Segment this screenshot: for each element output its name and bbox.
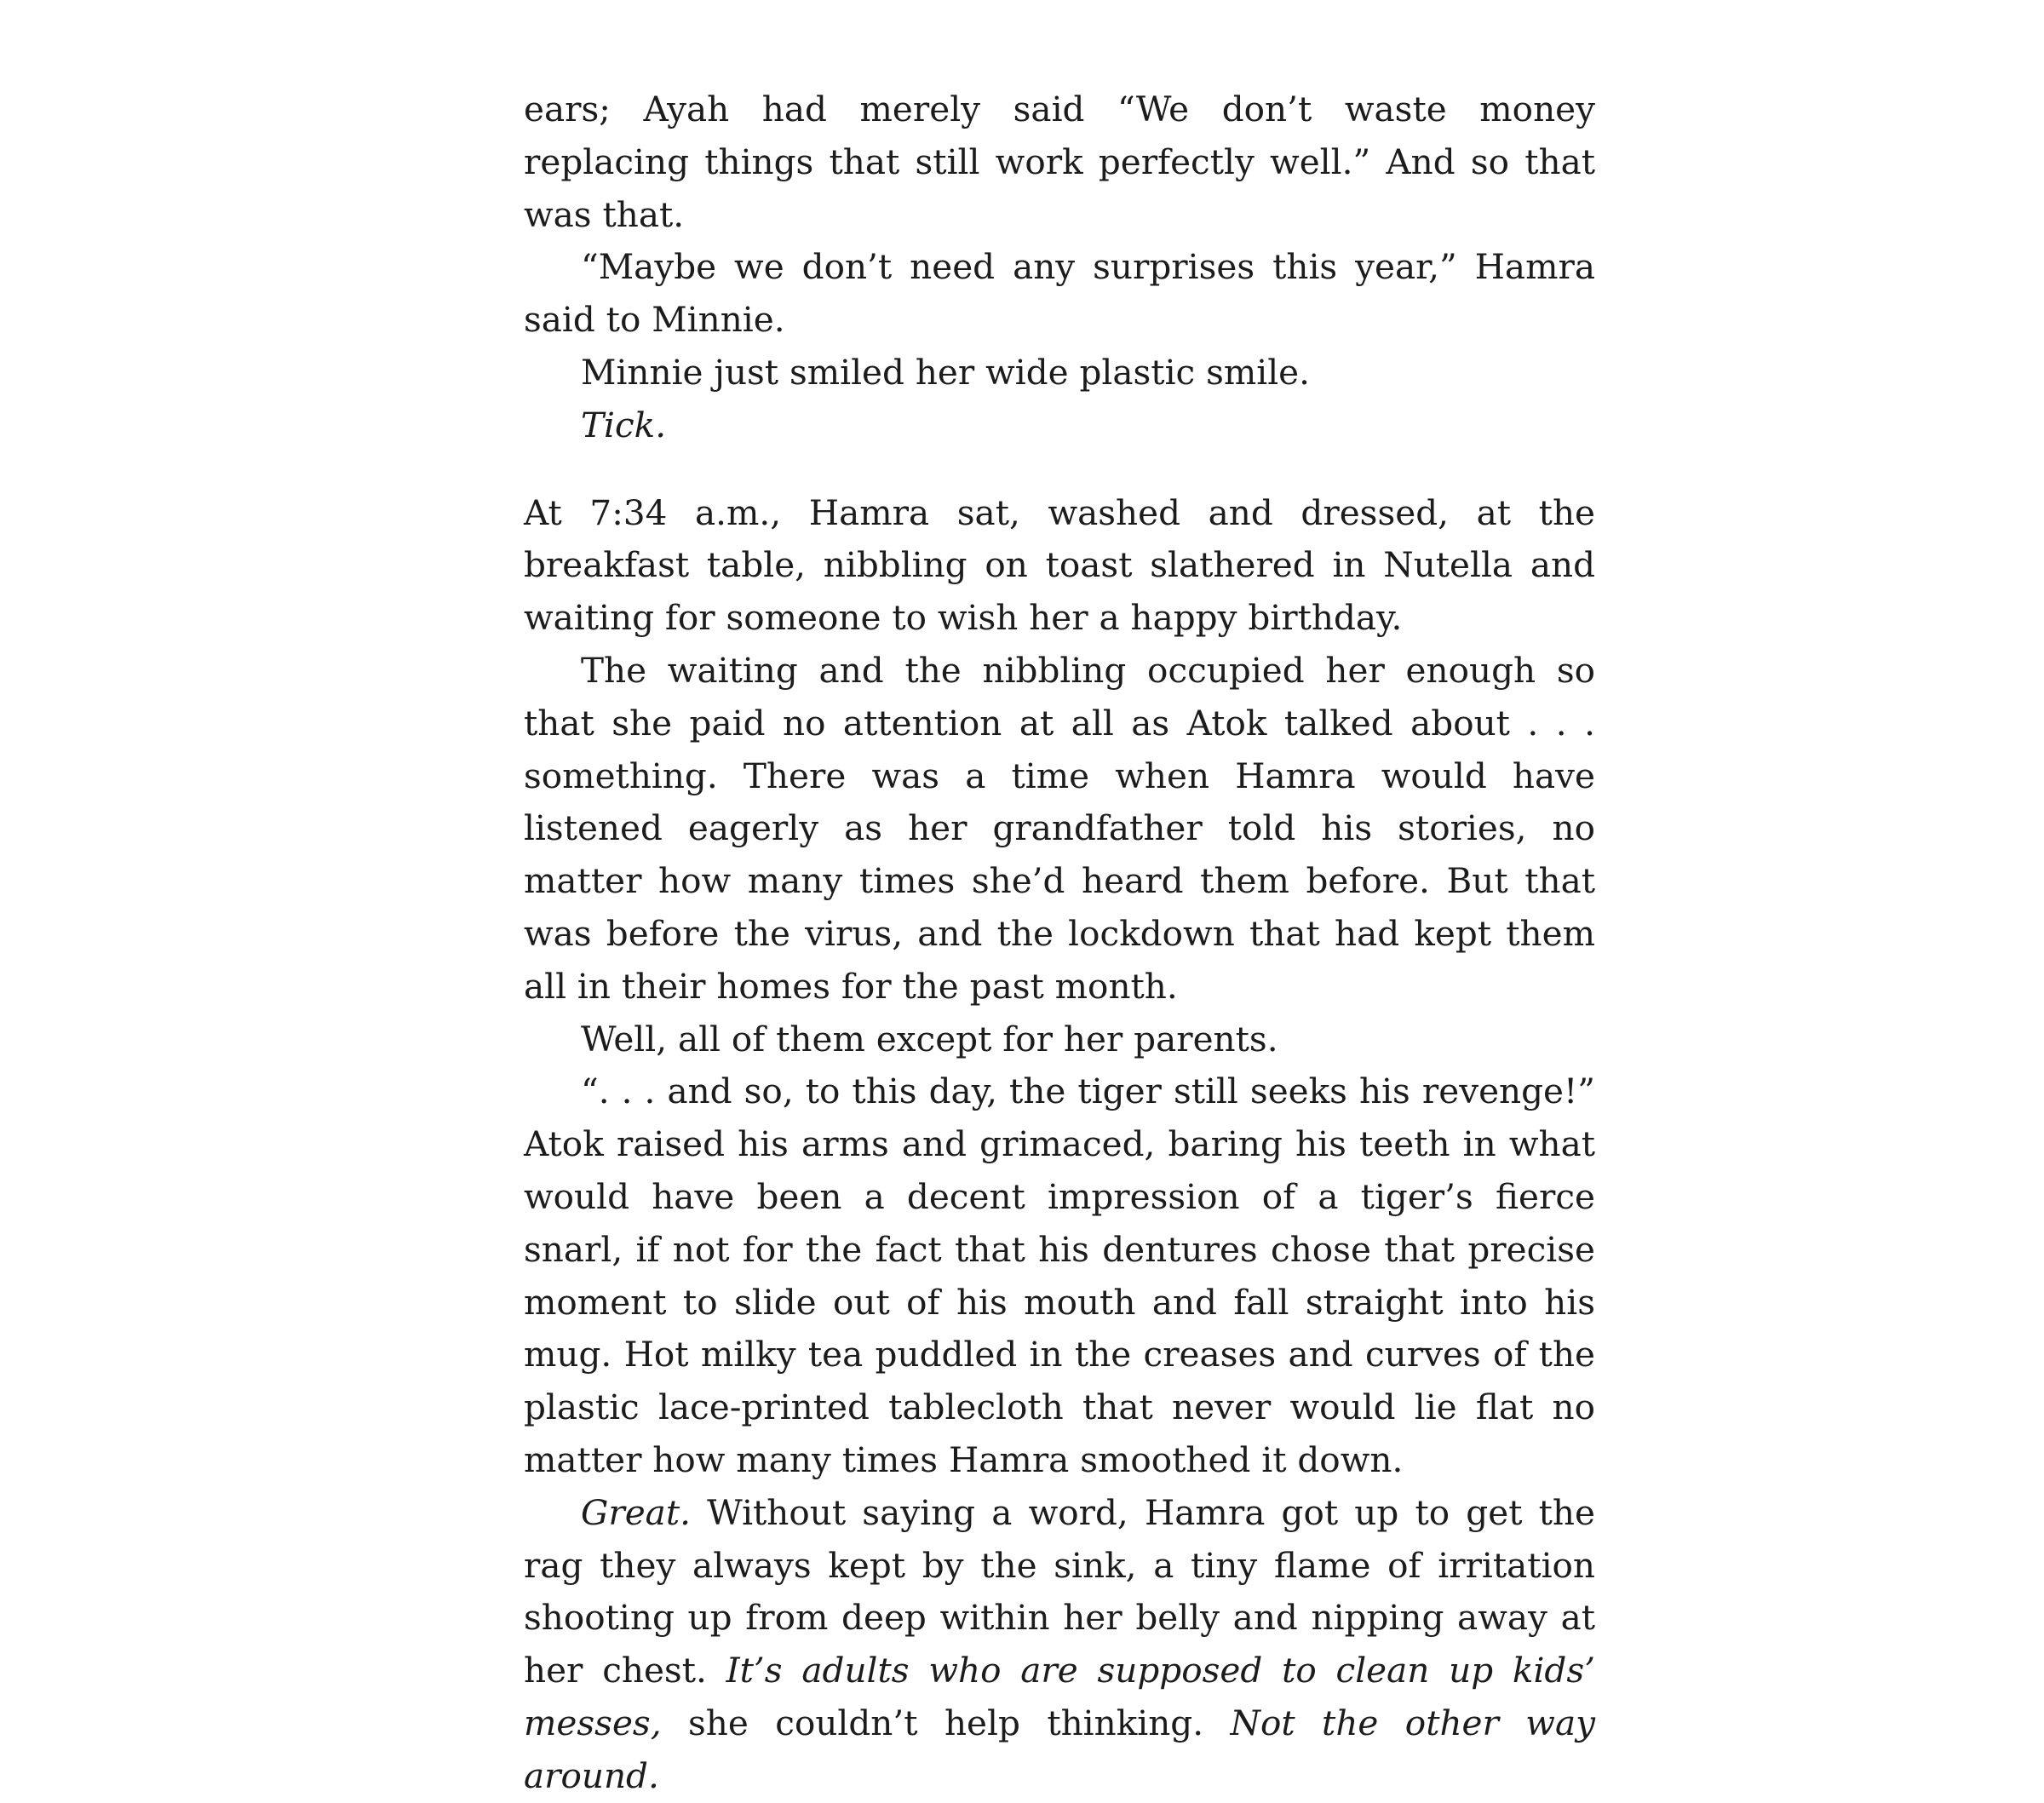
paragraph [524, 1065, 1595, 1486]
book-page-text [524, 83, 1595, 1803]
text-run: At 7:34 a.m., Hamra sat, washed and dressed, at the breakfast table, nibbling on toast slathered in Nutella and waiting for someone to wish her a happy birthday. [524, 491, 1595, 639]
text-run: Minnie just smiled her wide plastic smile. [581, 351, 1311, 393]
text-run: Well, all of them except for her parents. [581, 1018, 1278, 1059]
italic-text-run: Great. [581, 1491, 691, 1533]
paragraph [524, 1487, 1595, 1803]
text-run: she couldn’t help thinking. [661, 1702, 1231, 1743]
paragraph [524, 399, 1595, 452]
paragraph [524, 645, 1595, 1013]
paragraph [524, 83, 1595, 241]
paragraph [524, 1013, 1595, 1066]
text-run: “. . . and so, to this day, the tiger still seeks his revenge!” Atok raised his arms and grimaced, baring his teeth in what would have been a decent impression of a tiger’s fierce snarl, if not for the fact that his dentures chose that precise moment to slide out of his mouth and fall straight into his mug. Hot milky tea puddled in the creases and curves of the plastic lace-printed tablecloth that never would lie flat no matter how many times Hamra smoothed it down. [524, 1071, 1595, 1480]
paragraph [524, 241, 1595, 347]
italic-text-run: Tick. [581, 404, 667, 445]
paragraph [524, 347, 1595, 399]
paragraph [524, 487, 1595, 645]
italic-text-run: Not the other way around. [524, 1702, 1596, 1796]
text-run: Without saying a word, Hamra got up to get the rag they always kept by the sink, a tiny flame of irritation shooting up from deep within her belly and nipping away at her chest. [524, 1491, 1595, 1691]
italic-text-run: It’s adults who are supposed to clean up kids’ messes, [524, 1650, 1595, 1743]
text-run: The waiting and the nibbling occupied her enough so that she paid no attention at all as Atok talked about . . . something. There was a time when Hamra would have listened eagerly as her grandfather told his stories, no matter how many times she’d heard them before. But that was before the virus, and the lockdown that had kept them all in their homes for the past month. [524, 649, 1595, 1007]
text-run: ears; Ayah had merely said “We don’t waste money replacing things that still work perfectly well.” And so that was that. [524, 89, 1595, 235]
text-run: “Maybe we don’t need any surprises this year,” Hamra said to Minnie. [524, 246, 1595, 341]
